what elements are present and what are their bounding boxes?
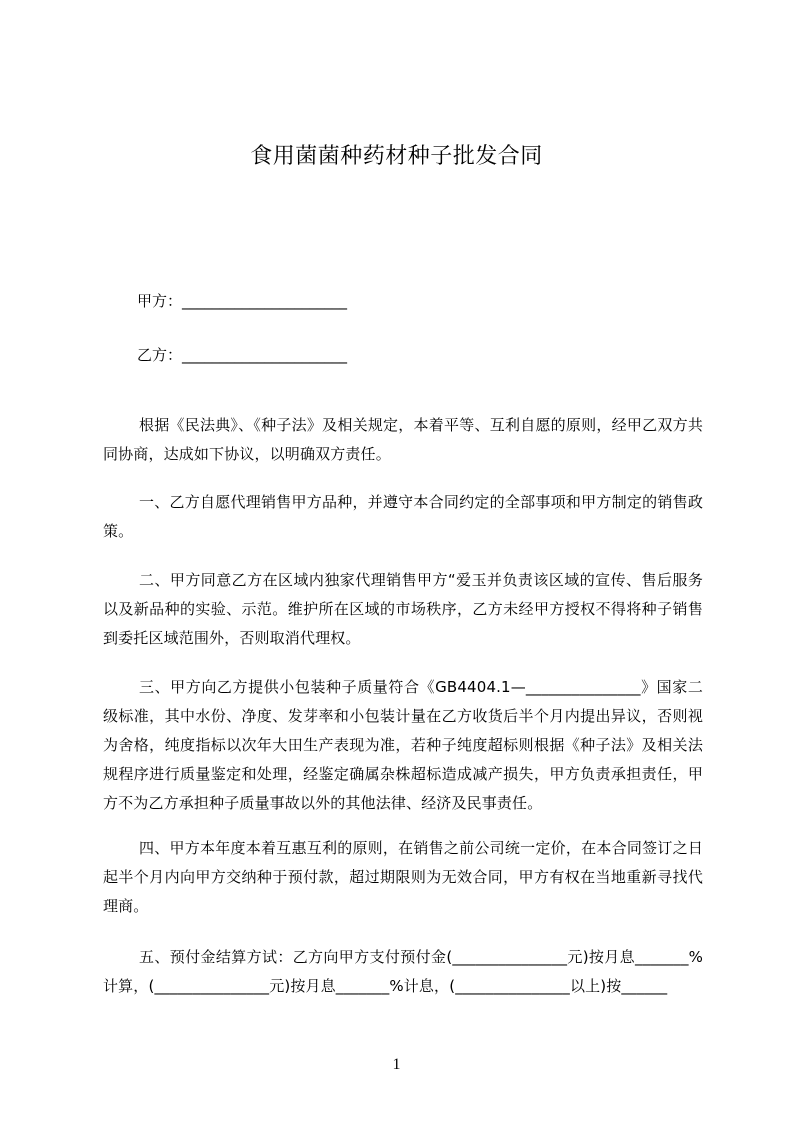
clause-5-paragraph: 五、预付金结算方试：乙方向甲方支付预付金(_______________元)按月息_______%计算，(_______________元)按月息_______%计息，(_______________以上)按______ (103, 948, 703, 995)
clause-2-paragraph: 二、甲方同意乙方在区域内独家代理销售甲方“爱玉并负责该区域的宣传、售后服务以及新品种的实验、示范。维护所在区域的市场秩序，乙方未经甲方授权不得将种子销售到委托区域范围外，否则取消代理权。 (103, 571, 703, 647)
page-number: 1 (392, 1056, 401, 1073)
clause-3-paragraph: 三、甲方向乙方提供小包装种子质量符合《GB4404.1—_______________》国家二级标准，其中水份、净度、发芽率和小包装计量在乙方收货后半个月内提出异议，否则视为舍格，纯度指标以次年大田生产表现为准，若种子纯度超标则根据《种子法》及相关法规程序进行质量鉴定和处理，经鉴定确属杂株超标造成减产损失，甲方负责承担责任，甲方不为乙方承担种子质量事故以外的其他法律、经济及民事责任。 (103, 678, 703, 812)
intro-paragraph: 根据《民法典》、《种子法》及相关规定，本着平等、互利自愿的原则，经甲乙双方共同协商，达成如下协议，以明确双方责任。 (103, 416, 703, 463)
document-title: 食用菌菌种药材种子批发合同 (250, 144, 543, 169)
clause-1-paragraph: 一、乙方自愿代理销售甲方品种，并遵守本合同约定的全部事项和甲方制定的销售政策。 (103, 493, 703, 540)
clause-4-paragraph: 四、甲方本年度本着互惠互利的原则，在销售之前公司统一定价，在本合同签订之日起半个月内向甲方交纳种于预付款，超过期限则为无效合同，甲方有权在当地重新寻找代理商。 (103, 839, 703, 915)
party-b-line: 乙方：______________________ (137, 346, 348, 364)
party-a-line: 甲方：______________________ (137, 292, 348, 310)
